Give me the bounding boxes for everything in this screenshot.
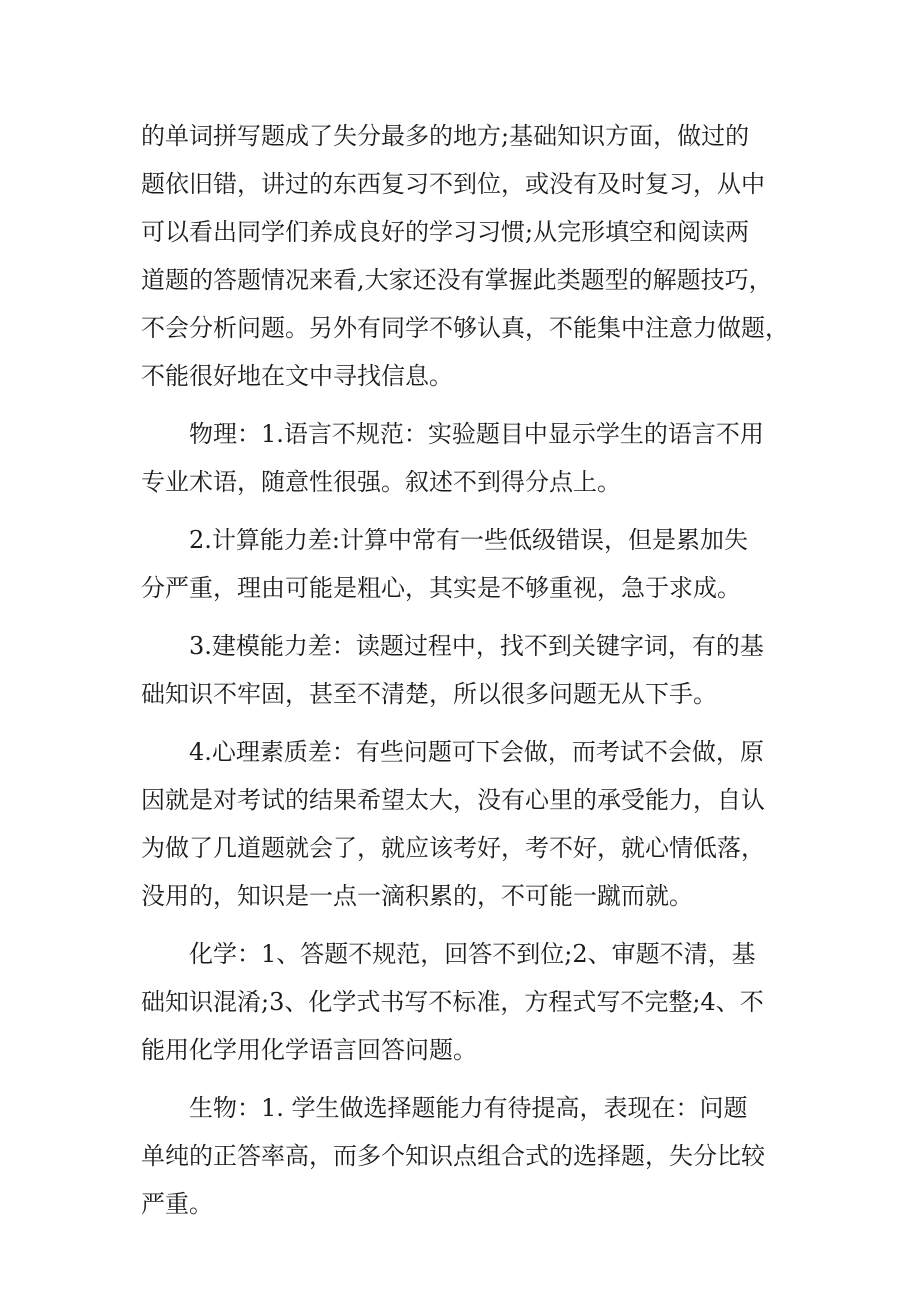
text-line: 不会分析问题。另外有同学不够认真，不能集中注意力做题， [141, 314, 789, 342]
text-line: 物理：1.语言不规范：实验题目中显示学生的语言不用 [189, 420, 764, 448]
paragraph-chemistry [141, 930, 781, 1074]
text-line: 化学：1、答题不规范，回答不到位;2、审题不清，基 [189, 940, 756, 968]
text-line: 础知识混淆;3、化学式书写不标准，方程式写不完整;4、不 [141, 988, 764, 1016]
document-body [141, 112, 789, 1228]
text-line: 为做了几道题就会了，就应该考好，考不好，就心情低落， [141, 834, 765, 862]
text-line: 没用的，知识是一点一滴积累的，不可能一蹴而就。 [141, 882, 693, 910]
text-line: 专业术语，随意性很强。叙述不到得分点上。 [141, 468, 621, 496]
text-line: 道题的答题情况来看,大家还没有掌握此类题型的解题技巧， [141, 266, 773, 294]
text-line: 严重。 [141, 1190, 213, 1218]
text-line: 能用化学用化学语言回答问题。 [141, 1036, 477, 1064]
text-line: 不能很好地在文中寻找信息。 [141, 362, 453, 390]
text-line: 3.建模能力差：读题过程中，找不到关键字词，有的基 [189, 632, 764, 660]
text-line: 可以看出同学们养成良好的学习习惯;从完形填空和阅读两 [141, 218, 750, 246]
paragraph-physics-2 [141, 516, 781, 612]
paragraph-biology [141, 1084, 781, 1228]
text-line: 因就是对考试的结果希望太大，没有心里的承受能力，自认 [141, 786, 765, 814]
paragraph-physics-4 [141, 728, 781, 920]
text-line: 题依旧错，讲过的东西复习不到位，或没有及时复习，从中 [141, 170, 765, 198]
text-line: 4.心理素质差：有些问题可下会做，而考试不会做，原 [189, 738, 764, 766]
text-line: 分严重，理由可能是粗心，其实是不够重视，急于求成。 [141, 574, 741, 602]
paragraph-physics-3 [141, 622, 781, 718]
text-line: 2.计算能力差:计算中常有一些低级错误，但是累加失 [189, 526, 748, 554]
text-line: 单纯的正答率高，而多个知识点组合式的选择题，失分比较 [141, 1142, 765, 1170]
text-line: 础知识不牢固，甚至不清楚，所以很多问题无从下手。 [141, 680, 717, 708]
paragraph-physics-1 [141, 410, 781, 506]
text-line: 的单词拼写题成了失分最多的地方;基础知识方面，做过的 [141, 122, 750, 150]
text-line: 生物：1. 学生做选择题能力有待提高，表现在：问题 [189, 1094, 748, 1122]
paragraph-english-continued [141, 112, 789, 400]
